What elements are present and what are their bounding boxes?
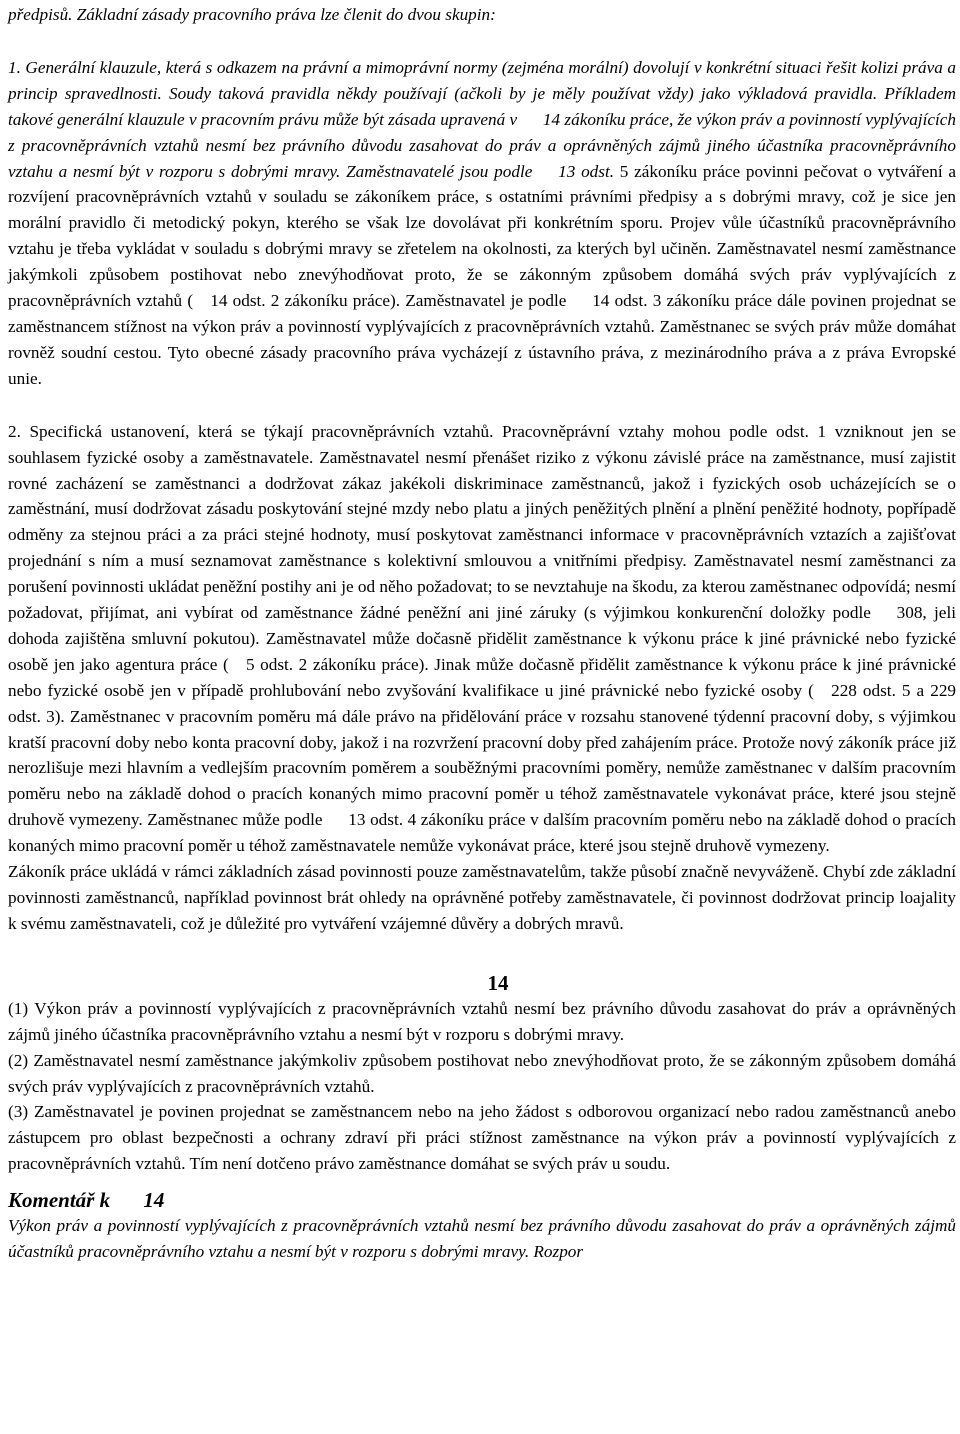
subsection-1: (1) Výkon práv a povinností vyplývajících z pracovněprávních vztahů nesmí bez právního důvodu zasahovat do práv a oprávněných zájmů jiného účastníka pracovněprávního vztahu a nesmí být v rozporu s dobrými mravy. [8,998,956,1044]
group-1-text-c: 13 odst. [558,161,615,181]
commentary-heading [8,1187,956,1213]
spacer [8,1177,956,1187]
group-1-text-d: 5 zákoníku práce povinni pečovat o vytváření a rozvíjení pracovněprávních vztahů v souladu se zákoníkem práce, s ostatními právními předpisy a s dobrými mravy, což je sice jen morální pravidlo či metodický pokyn, kterého se však lze dovolávat při konkrétním sporu. Projev vůle účastníků pracovněprávního vztahu je třeba vykládat v souladu s dobrými mravy se zřetelem na okolnosti, za kterých byl učiněn. Zaměstnavatel nesmí zaměstnance jakýmkoli způsobem postihovat nebo znevýhodňovat proto, že se zákonným způsobem domáhá svých práv vyplývajících z pracovněprávních vztahů ( [8,161,957,311]
section-heading [8,970,956,996]
group-1-text-b: 14 zákoníku práce, že výkon práv a povinností vyplývajících z pracovněprávních vztahů nesmí bez právního důvodu zasahovat do práv a oprávněných zájmů jiného účastníka pracovněprávního vztahu a nesmí být v rozporu s dobrými mravy. Zaměstnavatelé jsou podle [8,109,956,181]
group-2-text-d: 228 odst. 5 a 229 odst. 3). Zaměstnanec v pracovním poměru má dále právo na přidělování práce v rozsahu stanovené týdenní pracovní doby, s výjimkou kratší pracovní doby nebo konta pracovní doby, jakož i na rozvržení pracovní doby před zahájením práce. Protože nový zákoník práce již nerozlišuje mezi hlavním a vedlejším pracovním poměrem a souběžnými pracovními poměry, nemůže zaměstnanec v dalším pracovním poměru nebo na základě dohod o pracích konaných mimo pracovní poměr u téhož zaměstnavatele vykonávat práce, které jsou stejně druhově vymezeny. Zaměstnanec může podle [8,680,957,830]
spacer [8,937,956,970]
commentary-text: Výkon práv a povinností vyplývajících z pracovněprávních vztahů nesmí bez právního důvodu zasahovat do práv a oprávněných zájmů účastníků pracovněprávního vztahu a nesmí být v rozporu s dobrými mravy. Rozpor [8,1216,956,1262]
group-1-text-f: 14 odst. 3 zákoníku práce dále povinen projednat se zaměstnancem stížnost na výkon práv a povinností vyplývajících z pracovněprávních vztahů. Zaměstnanec se svých práv může domáhat rovněž soudní cestou. Tyto obecné zásady pracovního práva vycházejí z ústavního práva, z mezinárodního práva a z práva Evropské unie. [8,291,956,388]
group-2-text-c: 5 odst. 2 zákoníku práce). Jinak může dočasně přidělit zaměstnance k výkonu práce k jiné právnické nebo fyzické osobě jen v případě prohlubování nebo zvyšování kvalifikace u jiné právnické nebo fyzické osoby ( [8,654,957,700]
document-page [8,2,956,1265]
group-1-text-e: 14 odst. 2 zákoníku práce). Zaměstnavatel je podle [210,291,567,311]
spacer [8,28,956,55]
subsection-3: (3) Zaměstnavatel je povinen projednat se zaměstnancem nebo na jeho žádost s odborovou organizací nebo radou zaměstnanců anebo zástupcem pro oblast bezpečnosti a ochrany zdraví při práci stížnost zaměstnance na výkon práv a povinností vyplývajících z pracovněprávních vztahů. Tím není dotčeno právo zaměstnance domáhat se svých práv u soudu. [8,1102,956,1174]
commentary-heading-label: Komentář k [8,1188,111,1213]
subsection-2: (2) Zaměstnavatel nesmí zaměstnance jakýmkoliv způsobem postihovat nebo znevýhodňovat proto, že se zákonným způsobem domáhá svých práv vyplývajících z pracovněprávních vztahů. [8,1050,956,1096]
group-1-paragraph [8,55,956,392]
section-number: 14 [487,970,509,995]
group-2-paragraph [8,419,956,859]
intro-line: předpisů. Základní zásady pracovního práva lze členit do dvou skupin: [8,5,496,24]
closing-paragraph: Zákoník práce ukládá v rámci základních zásad povinnosti pouze zaměstnavatelům, takže působí značně nevyváženě. Chybí zde základní povinnosti zaměstnanců, například povinnost brát ohledy na oprávněné potřeby zaměstnavatele, či povinnost dodržovat princip loajality k svému zaměstnavateli, což je důležité pro vytváření vzájemné důvěry a dobrých mravů. [8,862,956,933]
group-2-text-e: 13 odst. 4 zákoníku práce v dalším pracovním poměru nebo na základě dohod o pracích konaných mimo pracovní poměr u téhož zaměstnavatele nemůže vykonávat práce, které jsou stejně druhově vymezeny. [8,810,956,856]
group-2-text-a: 2. Specifická ustanovení, která se týkají pracovněprávních vztahů. Pracovněprávní vztahy mohou podle odst. 1 vzniknout jen se souhlasem fyzické osoby a zaměstnavatele. Zaměstnavatel nesmí přenášet riziko z výkonu závislé práce na zaměstnance, musí zajistit rovné zacházení se zaměstnanci a dodržovat zákaz jakékoli diskriminace zaměstnanců, jakož i fyzických osob ucházejících se o zaměstnání, musí dodržovat zásadu poskytování stejné mzdy nebo platu a jiných peněžitých plnění a plnění peněžité hodnoty, popřípadě odměny za stejnou práci a za práci stejné hodnoty, musí poskytovat zaměstnanci informace v pracovněprávních vztazích a zajišťovat projednání s ním a musí seznamovat zaměstnance s kolektivní smlouvou a vnitřními předpisy. Zaměstnavatel nesmí zaměstnanci za porušení povinnosti ukládat peněžní postihy ani je od něho požadovat; to se nevztahuje na škodu, za kterou zaměstnanec odpovídá; nesmí požadovat, přijímat, ani vybírat od zaměstnance žádné peněžní ani jiné záruky (s výjimkou konkurenční doložky podle [8,421,956,623]
group-2-text-b: 308, jeli dohoda zajištěna smluvní pokutou). Zaměstnavatel může dočasně přidělit zaměstnance k výkonu práce k jiné právnické nebo fyzické osobě jen jako agentura práce ( [8,603,956,674]
group-1-text-a: 1. Generální klauzule, která s odkazem na právní a mimoprávní normy (zejména morální) dovolují v konkrétní situaci řešit kolizi práva a princip spravedlnosti. Soudy taková pravidla někdy používají (ačkoli by je měly používat vždy) jako výkladová pravidla. Příkladem takové generální klauzule v pracovním právu může být zásada upravená v [8,57,956,129]
commentary-heading-number: 14 [143,1188,165,1213]
spacer [8,392,956,419]
